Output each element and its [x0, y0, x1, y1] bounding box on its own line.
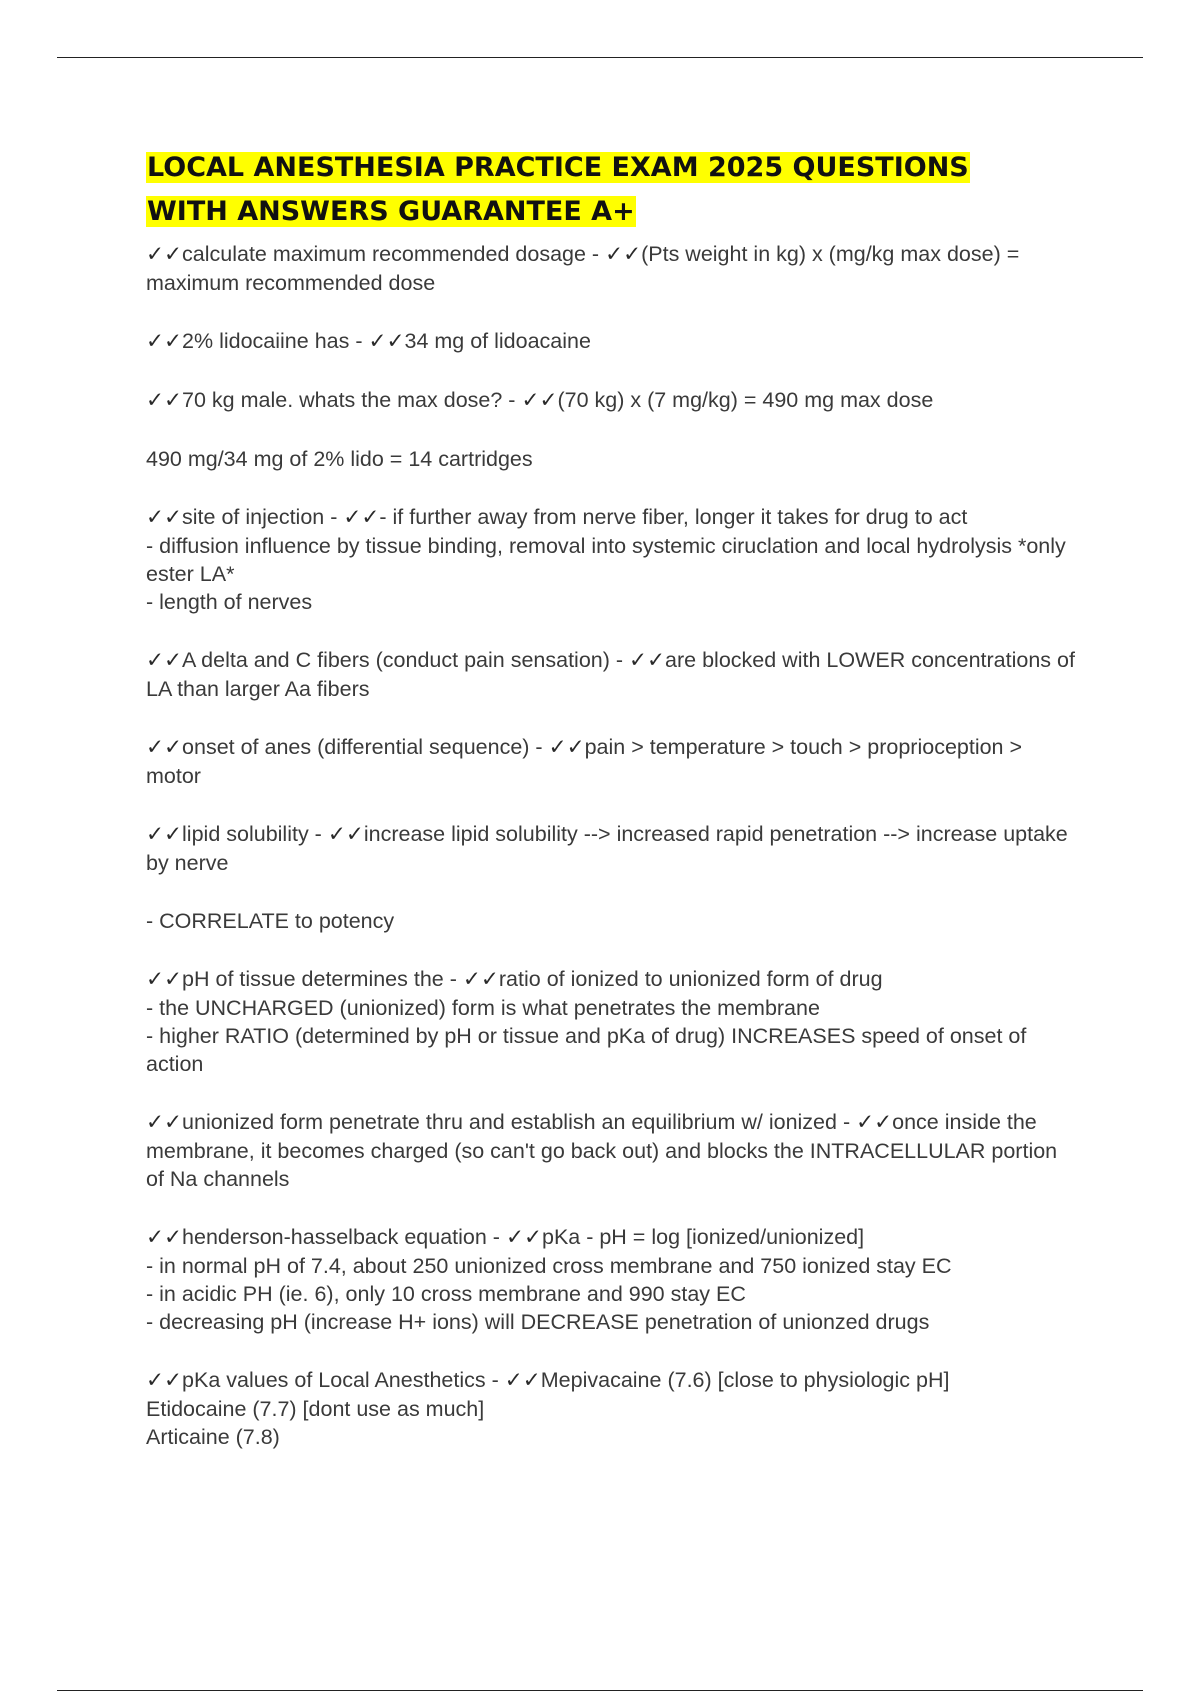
note-text: 490 mg/34 mg of 2% lido = 14 cartridges — [146, 447, 533, 471]
answer-text: pKa - pH = log [ionized/unionized] — [541, 1225, 865, 1249]
answer-detail-line: - in acidic PH (ie. 6), only 10 cross membrane and 990 stay EC — [146, 1282, 746, 1306]
check-mark-icon: ✓✓ — [146, 1110, 183, 1135]
answer-detail-line: Articaine (7.8) — [146, 1425, 280, 1449]
question-text: 70 kg male. whats the max dose? - — [182, 388, 522, 412]
answer-text: increase lipid solubility --> increased rapid penetration --> increase uptake by nerve — [146, 822, 1068, 875]
check-mark-icon: ✓✓ — [605, 242, 642, 267]
answer-text: are blocked with LOWER concentrations of LA than larger Aa fibers — [146, 648, 1075, 701]
check-mark-icon: ✓✓ — [343, 505, 380, 530]
document-body — [146, 146, 1076, 1481]
answer-text: pain > temperature > touch > proprioception > motor — [146, 735, 1023, 788]
qa-entry — [146, 503, 1076, 616]
qa-entry — [146, 240, 1076, 297]
question-text: pH of tissue determines the - — [182, 967, 463, 991]
check-mark-icon: ✓✓ — [146, 822, 183, 847]
check-mark-icon: ✓✓ — [327, 822, 364, 847]
qa-entry — [146, 820, 1076, 877]
qa-line — [146, 1366, 1076, 1395]
qa-line — [146, 327, 1076, 356]
question-text: A delta and C fibers (conduct pain sensation) - — [182, 648, 630, 672]
bottom-rule — [57, 1690, 1143, 1691]
qa-line — [146, 1223, 1076, 1252]
check-mark-icon: ✓✓ — [856, 1110, 893, 1135]
qa-entry — [146, 1108, 1076, 1193]
question-text: henderson-hasselback equation - — [182, 1225, 506, 1249]
qa-line — [146, 733, 1076, 790]
qa-line — [146, 240, 1076, 297]
answer-text: (Pts weight in kg) x (mg/kg max dose) = maximum recommended dose — [146, 242, 1020, 295]
qa-entry — [146, 327, 1076, 356]
check-mark-icon: ✓✓ — [368, 329, 405, 354]
answer-detail-line: - diffusion influence by tissue binding, removal into systemic ciruclation and local hydrolysis *only ester LA* — [146, 534, 1066, 586]
answer-detail-line: - length of nerves — [146, 590, 313, 614]
answer-detail-line: - the UNCHARGED (unionized) form is what penetrates the membrane — [146, 996, 820, 1020]
check-mark-icon: ✓✓ — [146, 735, 183, 760]
qa-entry — [146, 733, 1076, 790]
check-mark-icon: ✓✓ — [146, 1368, 183, 1393]
qa-line — [146, 503, 1076, 532]
check-mark-icon: ✓✓ — [146, 1225, 183, 1250]
check-mark-icon: ✓✓ — [146, 329, 183, 354]
qa-line — [146, 965, 1076, 994]
qa-entry — [146, 1223, 1076, 1336]
answer-detail-line: - in normal pH of 7.4, about 250 unionized cross membrane and 750 ionized stay EC — [146, 1254, 952, 1278]
check-mark-icon: ✓✓ — [504, 1368, 541, 1393]
qa-line — [146, 386, 1076, 415]
check-mark-icon: ✓✓ — [548, 735, 585, 760]
qa-entry — [146, 386, 1076, 415]
check-mark-icon: ✓✓ — [146, 648, 183, 673]
qa-line — [146, 820, 1076, 877]
answer-detail-line: Etidocaine (7.7) [dont use as much] — [146, 1397, 485, 1421]
question-text: lipid solubility - — [182, 822, 328, 846]
note-text: - CORRELATE to potency — [146, 909, 395, 933]
answer-text: once inside the membrane, it becomes charged (so can't go back out) and blocks the INTRACELLULAR portion of Na channels — [146, 1110, 1058, 1191]
answer-text: (70 kg) x (7 mg/kg) = 490 mg max dose — [557, 388, 934, 412]
document-title — [146, 146, 1076, 234]
check-mark-icon: ✓✓ — [146, 388, 183, 413]
check-mark-icon: ✓✓ — [462, 967, 499, 992]
check-mark-icon: ✓✓ — [629, 648, 666, 673]
qa-line — [146, 646, 1076, 703]
answer-text: 34 mg of lidoacaine — [404, 329, 591, 353]
question-text: unionized form penetrate thru and establish an equilibrium w/ ionized - — [182, 1110, 857, 1134]
answer-detail-line: - decreasing pH (increase H+ ions) will DECREASE penetration of unionzed drugs — [146, 1310, 930, 1334]
check-mark-icon: ✓✓ — [146, 242, 183, 267]
answer-detail-line: - higher RATIO (determined by pH or tissue and pKa of drug) INCREASES speed of onset of action — [146, 1024, 1027, 1076]
question-text: onset of anes (differential sequence) - — [182, 735, 549, 759]
check-mark-icon: ✓✓ — [521, 388, 558, 413]
answer-text: Mepivacaine (7.6) [close to physiologic pH] — [540, 1368, 950, 1392]
question-text: 2% lidocaiine has - — [182, 329, 369, 353]
title-line-1: LOCAL ANESTHESIA PRACTICE EXAM 2025 QUESTIONS — [147, 152, 969, 183]
qa-list — [146, 240, 1076, 1451]
qa-entry — [146, 907, 1076, 935]
question-text: site of injection - — [182, 505, 344, 529]
check-mark-icon: ✓✓ — [146, 505, 183, 530]
answer-text: ratio of ionized to unionized form of drug — [498, 967, 883, 991]
title-line-2: WITH ANSWERS GUARANTEE A+ — [147, 196, 635, 227]
top-rule — [57, 57, 1143, 58]
qa-entry — [146, 646, 1076, 703]
qa-entry — [146, 445, 1076, 473]
qa-line — [146, 1108, 1076, 1193]
question-text: calculate maximum recommended dosage - — [182, 242, 606, 266]
qa-entry — [146, 1366, 1076, 1451]
check-mark-icon: ✓✓ — [146, 967, 183, 992]
question-text: pKa values of Local Anesthetics - — [182, 1368, 505, 1392]
check-mark-icon: ✓✓ — [505, 1225, 542, 1250]
answer-text: - if further away from nerve fiber, longer it takes for drug to act — [379, 505, 968, 529]
qa-entry — [146, 965, 1076, 1078]
